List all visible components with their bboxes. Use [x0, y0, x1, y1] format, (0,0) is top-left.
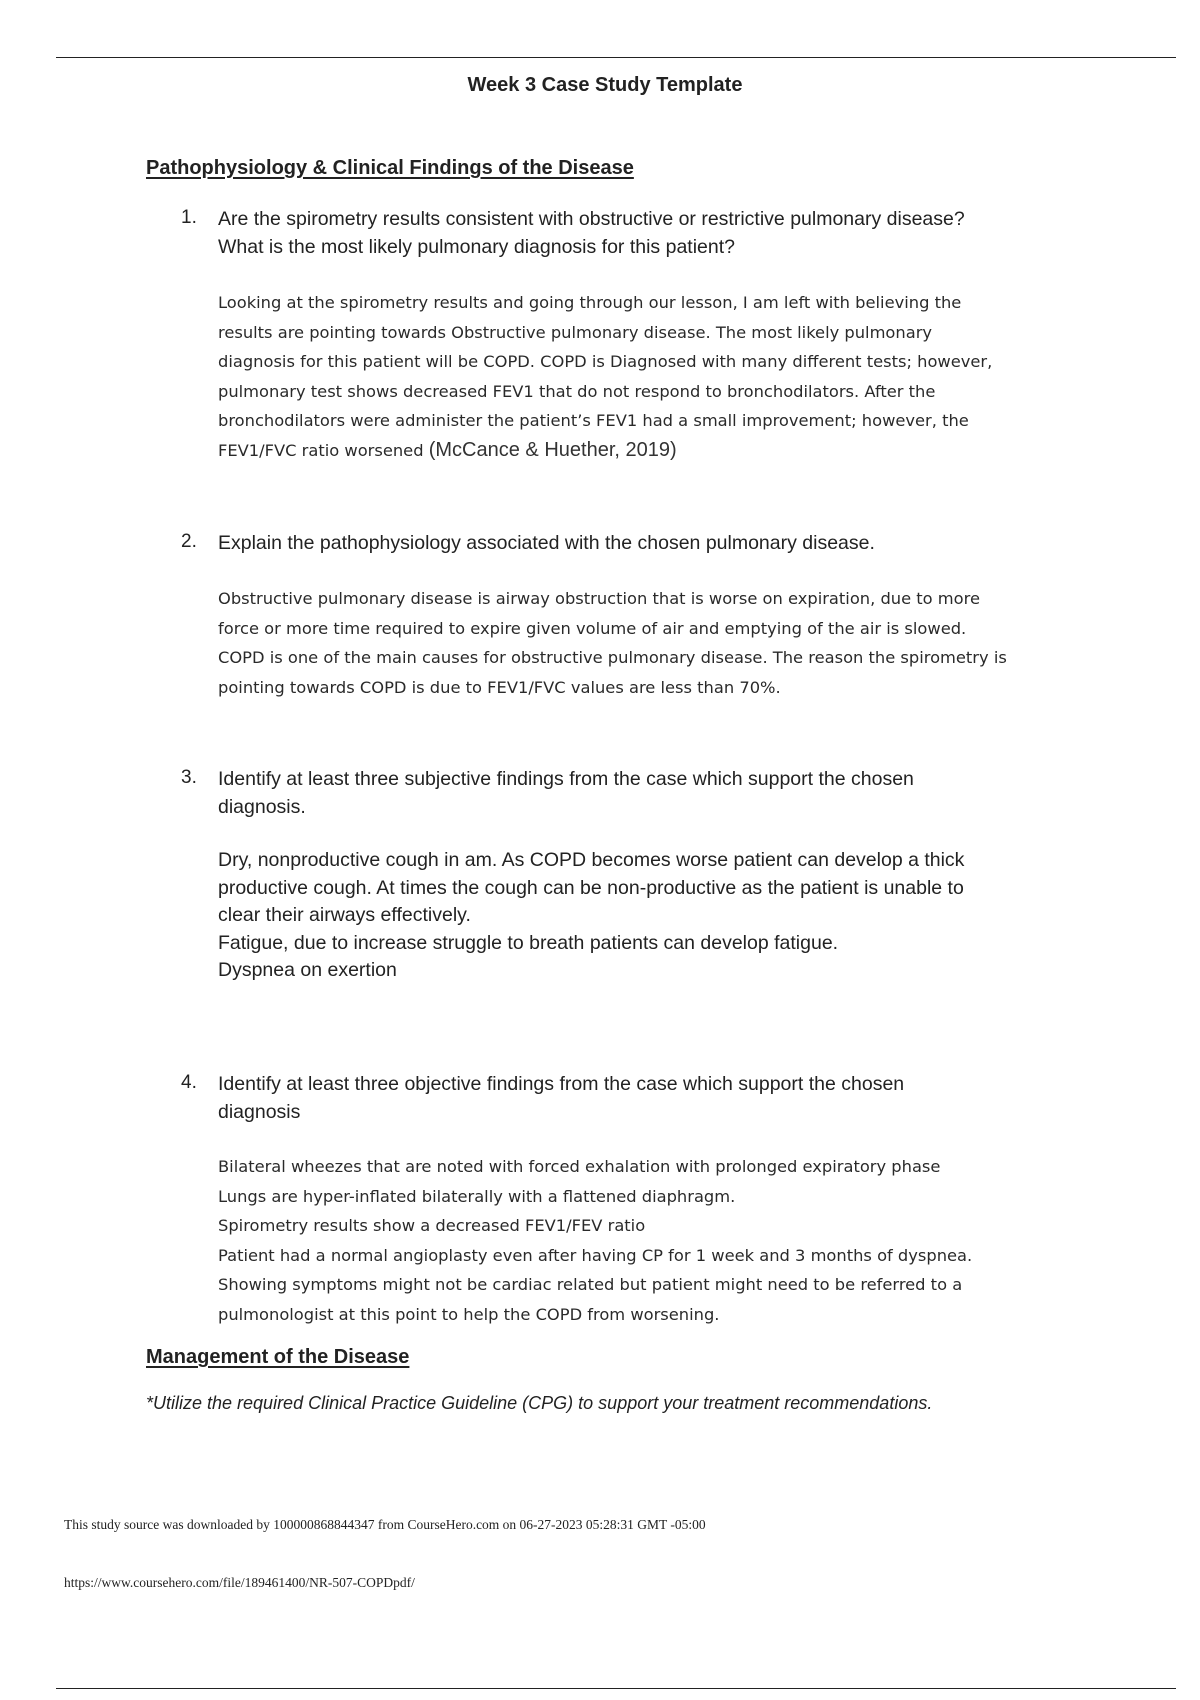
source-line: This study source was downloaded by 100000868844347 from CourseHero.com on 06-27-2023 05:28:31 GMT -05:00 [64, 1517, 706, 1532]
answer-2-line: force or more time required to expire given volume of air and emptying of the air is slowed. [218, 618, 967, 638]
answer-2-line: pointing towards COPD is due to FEV1/FVC values are less than 70%. [218, 677, 781, 697]
answer-3-line: clear their airways effectively. [218, 904, 471, 926]
answer-4-line: Showing symptoms might not be cardiac related but patient might need to be referred to a [218, 1275, 963, 1294]
citation: (McCance & Huether, 2019) [428, 438, 677, 461]
answer-4-line: Lungs are hyper-inflated bilaterally with a flattened diaphragm. [218, 1186, 736, 1206]
management-heading: Management of the Disease [146, 1346, 410, 1368]
question-2-text [218, 529, 1098, 557]
answer-3 [218, 847, 1108, 985]
question-1-line: Are the spirometry results consistent with obstructive or restrictive pulmonary disease? [218, 208, 965, 230]
question-3-number: 3. [181, 767, 197, 788]
answer-1 [218, 288, 1118, 465]
answer-2-line: Obstructive pulmonary disease is airway obstruction that is worse on expiration, due to more [218, 589, 980, 608]
answer-1-line: diagnosis for this patient will be COPD. COPD is Diagnosed with many different tests; however, [218, 352, 993, 371]
answer-3-line: Dyspnea on exertion [218, 959, 397, 981]
answer-4-line: pulmonologist at this point to help the COPD from worsening. [218, 1304, 720, 1324]
answer-3-line: Fatigue, due to increase struggle to breath patients can develop fatigue. [218, 931, 839, 954]
management-note: *Utilize the required Clinical Practice Guideline (CPG) to support your treatment recommendations. [146, 1393, 933, 1413]
question-4-line: diagnosis [218, 1101, 301, 1123]
answer-4-line: Spirometry results show a decreased FEV1/FEV ratio [218, 1216, 646, 1235]
answer-1-line: results are pointing towards Obstructive pulmonary disease. The most likely pulmonary [218, 322, 933, 342]
answer-1-last-text: FEV1/FVC ratio worsened [218, 440, 424, 460]
answer-4-line: Bilateral wheezes that are noted with forced exhalation with prolonged expiratory phase [218, 1157, 941, 1176]
answer-1-line: Looking at the spirometry results and going through our lesson, I am left with believing the [218, 293, 962, 312]
answer-1-line: pulmonary test shows decreased FEV1 that do not respond to bronchodilators. After the [218, 381, 936, 401]
answer-2 [218, 584, 1118, 702]
question-2-number: 2. [181, 531, 197, 552]
answer-3-line: productive cough. At times the cough can be non-productive as the patient is unable to [218, 876, 964, 899]
source-url: https://www.coursehero.com/file/189461400/NR-507-COPDpdf/ [64, 1575, 415, 1590]
answer-4 [218, 1152, 1118, 1329]
question-1-text [218, 205, 1098, 261]
question-4-text [218, 1070, 1098, 1126]
answer-1-line: bronchodilators were administer the patient’s FEV1 had a small improvement; however, the [218, 411, 969, 430]
document-title: Week 3 Case Study Template [467, 74, 743, 96]
answer-1-line [218, 436, 1118, 466]
question-1-line: What is the most likely pulmonary diagnosis for this patient? [218, 236, 735, 258]
bottom-rule [56, 1688, 1176, 1689]
question-4-line: Identify at least three objective findings from the case which support the chosen [218, 1073, 905, 1095]
pathophysiology-heading: Pathophysiology & Clinical Findings of the Disease [146, 157, 634, 179]
question-1-number: 1. [181, 207, 197, 228]
question-2-line: Explain the pathophysiology associated with the chosen pulmonary disease. [218, 532, 875, 554]
answer-4-line: Patient had a normal angioplasty even after having CP for 1 week and 3 months of dyspnea. [218, 1245, 973, 1265]
question-4-number: 4. [181, 1072, 197, 1093]
question-3-line: Identify at least three subjective findings from the case which support the chosen [218, 768, 914, 790]
answer-2-line: COPD is one of the main causes for obstructive pulmonary disease. The reason the spirometry is [218, 648, 1007, 667]
top-rule [56, 57, 1176, 58]
answer-3-line: Dry, nonproductive cough in am. As COPD becomes worse patient can develop a thick [218, 849, 965, 871]
question-3-text [218, 765, 1098, 821]
question-3-line: diagnosis. [218, 796, 306, 818]
